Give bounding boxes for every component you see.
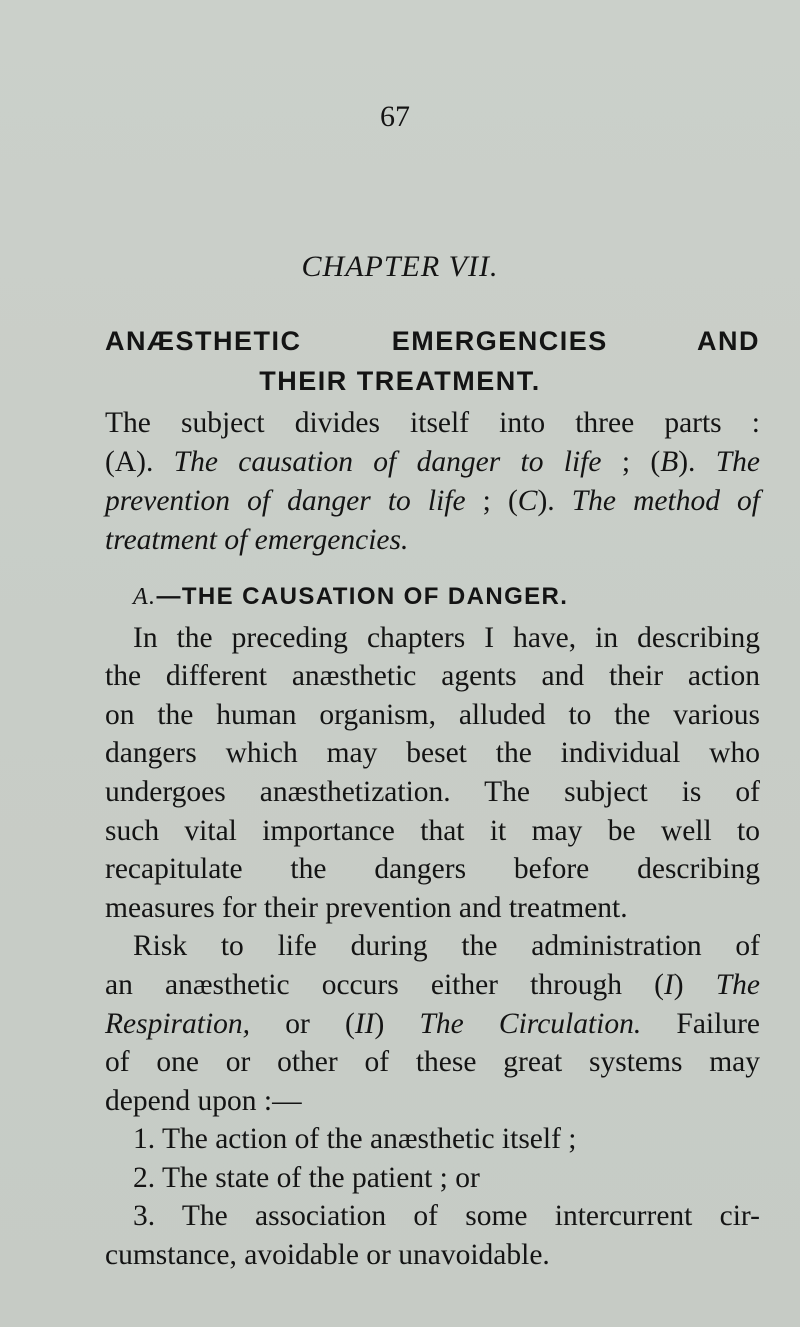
text: 1. The action of the anæsthetic itself ; <box>133 1123 577 1155</box>
text-line <box>105 850 760 888</box>
text-line <box>105 696 760 734</box>
text: depend upon :— <box>105 1085 302 1117</box>
text: recapitulate the dangers before describing <box>105 853 760 885</box>
italic-text: The causation of danger to life <box>173 446 602 478</box>
text-line <box>105 404 760 442</box>
italic-text: I <box>663 969 674 1001</box>
italic-text: prevention of danger to life <box>105 485 466 517</box>
text: on the human organism, alluded to the various <box>105 699 760 731</box>
italic-text: B <box>660 446 679 478</box>
text-line <box>105 657 760 695</box>
text: cumstance, avoidable or unavoidable. <box>105 1239 550 1271</box>
text: an anæsthetic occurs either through ( <box>105 969 664 1001</box>
page-number: 67 <box>380 100 410 133</box>
text-line <box>105 812 760 850</box>
section-letter: A. <box>133 584 157 610</box>
italic-text: The <box>715 969 761 1001</box>
text: dangers which may beset the individual who <box>105 737 760 769</box>
text-line <box>133 1159 760 1197</box>
section-title: —THE CAUSATION OF DANGER. <box>156 583 569 610</box>
text-line <box>133 1197 760 1235</box>
text: ) <box>374 1008 420 1040</box>
italic-text: The <box>715 446 761 478</box>
text-line <box>105 443 760 481</box>
text: ). <box>537 485 572 517</box>
text: Failure <box>641 1008 760 1040</box>
text: such vital importance that it may be well to <box>105 815 760 847</box>
italic-text: The method of <box>571 485 760 517</box>
text-line <box>105 966 760 1004</box>
text: ). <box>678 446 716 478</box>
text: The subject divides itself into three parts : <box>105 407 760 439</box>
italic-text: treatment of emergencies. <box>105 524 409 556</box>
text-line <box>105 482 760 520</box>
text-line <box>133 927 760 965</box>
text: ) <box>673 969 716 1001</box>
text: ; ( <box>465 485 518 517</box>
text-line <box>105 1005 760 1043</box>
text: 3. The association of some intercurrent cir- <box>133 1200 760 1232</box>
chapter-heading: CHAPTER VII. <box>301 250 499 283</box>
text-line <box>105 1082 760 1120</box>
italic-text: Respiration, <box>105 1008 251 1040</box>
text: of one or other of these great systems may <box>105 1046 760 1078</box>
text: (A). <box>105 446 174 478</box>
section-heading <box>133 583 568 611</box>
text-line <box>105 1043 760 1081</box>
italic-text: II <box>354 1008 375 1040</box>
text: undergoes anæsthetization. The subject is of <box>105 776 760 808</box>
text-line <box>133 1120 760 1158</box>
text-line <box>105 773 760 811</box>
text-line <box>105 889 760 927</box>
text-line <box>105 734 760 772</box>
text-line <box>105 1236 760 1274</box>
text: measures for their prevention and treatment. <box>105 892 628 924</box>
text: or ( <box>250 1008 355 1040</box>
italic-text: The Circulation. <box>419 1008 642 1040</box>
text: Risk to life during the administration of <box>133 930 760 962</box>
text-line <box>133 619 760 657</box>
text: ; ( <box>601 446 661 478</box>
text-line <box>105 521 760 559</box>
text: 2. The state of the patient ; or <box>133 1162 480 1194</box>
text: the different anæsthetic agents and their action <box>105 660 760 692</box>
chapter-title-line-1: ANÆSTHETIC EMERGENCIES AND <box>105 326 760 356</box>
italic-text: C <box>517 485 538 517</box>
text: In the preceding chapters I have, in describing <box>133 622 760 654</box>
chapter-title-line-2: THEIR TREATMENT. <box>259 366 541 396</box>
